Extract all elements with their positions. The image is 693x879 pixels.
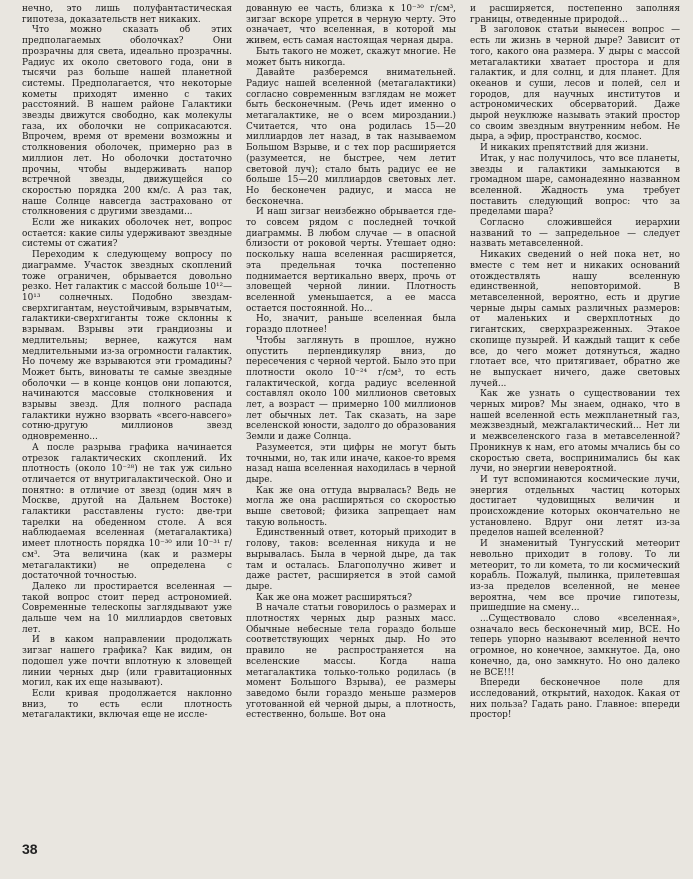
paragraph: нечно, это лишь полуфантастическая гипотеза, доказательств нет никаких.	[22, 4, 232, 25]
column-2	[246, 4, 456, 836]
column-3	[470, 4, 680, 836]
paragraph: Согласно сложившейся иерархии названий то — запредельное — следует назвать метавселенной.	[470, 218, 680, 250]
paragraph: Быть такого не может, скажут многие. Не может быть никогда.	[246, 46, 456, 68]
paragraph: дованную ее часть, близка к 10⁻³⁰ г/см³, зигзаг вскоре упрется в черную черту. Это означает, что вселенная, в которой мы живем, есть самая настоящая черная дыра.	[246, 4, 456, 47]
paragraph: ...Существовало слово «вселенная», означало весь бесконечный мир, ВСЕ. Но теперь упорно называют вселенной нечто огромное, но конечное, замкнутое. Да, оно конечно, да, оно замкнуто. Но оно далеко не ВСЕ!!!	[470, 614, 680, 678]
paragraph: Если кривая продолжается наклонно вниз, то есть если плотность метагалактики, включая еще не иссле-	[22, 689, 232, 721]
paragraph: Никаких сведений о ней пока нет, но вместе с тем нет и никаких оснований отождествлять нашу вселенную единственной, неповторимой. В метавселенной, вероятно, есть и другие черные дыры самых различных размеров: от маленьких и сверхплотных до гигантских, сверхразреженных. Этакое скопище пузырей. И каждый тащит к себе все, до чего может дотянуться, жадно глотает все, что притягивает, обратно же не выпускает ничего, даже световых лучей...	[470, 250, 680, 389]
paragraph: и расширяется, постепенно заполняя границы, отведенные природой...	[470, 4, 680, 25]
paragraph: Как же она может расширяться?	[256, 592, 412, 603]
paragraph: Разумеется, эти цифры не могут быть точными, но, так или иначе, какое-то время назад наша вселенная находилась в черной дыре.	[246, 442, 456, 485]
paragraph: Далеко ли простирается вселенная — такой вопрос стоит перед астрономией. Современные телескопы заглядывают уже дальше чем на 10 миллиардов световых лет.	[22, 581, 232, 635]
paragraph: Итак, у нас получилось, что все планеты, звезды и галактики замыкаются в громадном шаре, самонадеянно названном вселенной. Жадность ума требует поставить следующий вопрос: что за пределами шара?	[470, 153, 680, 218]
paragraph: Как же она оттуда вырвалась? Ведь не могла же она расширяться со скоростью выше световой; физика запрещает нам такую вольность.	[246, 485, 456, 528]
paragraph: Давайте разберемся внимательней. Радиус нашей вселенной (метагалактики) согласно современным взглядам не может быть бесконечным. (Речь идет именно о метагалактике, не о всем мироздании.) Считается, что она родилась 15—20 миллиардов лет назад, в так называемом Большом Взрыве, и с тех пор расширяется (разумеется, не быстрее, чем летит световой луч); стало быть радиус ее не больше 15—20 миллиардов световых лет. Но бесконечен радиус, и масса не бесконечна.	[246, 68, 456, 207]
paragraph: Но, значит, раньше вселенная была гораздо плотнее!	[246, 314, 456, 336]
paragraph: И в каком направлении продолжать зигзаг нашего графика? Как видим, он подошел уже почти вплотную к зловещей линии черных дыр (или гравитационных могил, как их еще называют).	[22, 635, 232, 689]
paragraph: Если же никаких оболочек нет, вопрос остается: какие силы удерживают звездные системы от сжатия?	[22, 218, 232, 250]
paragraph: В заголовок статьи вынесен вопрос — есть ли жизнь в черной дыре? Зависит от того, какого она размера. У дыры с массой метагалактики хватает простора и для галактик, и для солнц, и для планет. Для океанов и суши, лесов и полей, сел и городов, для научных институтов и астрономических обсерваторий. Даже дырой неуклюже называть этакий простор со своим звездным внутренним небом. Не дыра, а эфир, пространство, космос.	[470, 25, 680, 143]
paragraph: И наш зигзаг неизбежно обрывается где-то совсем рядом с последней точкой диаграммы. В любом случае — в опасной близости от роковой черты. Утешает одно: поскольку наша вселенная расширяется, эта предельная точка постепенно поднимается вертикально вверх, прочь от зловещей черной линии. Плотность вселенной уменьшается, а ее масса остается постоянной. Но...	[246, 207, 456, 314]
page-number: 38	[22, 841, 38, 857]
paragraph: И тут вспоминаются космические лучи, энергия отдельных частиц которых достигает чудовищных величин и происхождение которых окончательно не установлено. Вдруг они летят из-за пределов нашей вселенной?	[470, 474, 680, 539]
paragraph: Переходим к следующему вопросу по диаграмме. Участок звездных скоплений тоже ограничен, обрывается довольно резко. Нет галактик с массой больше 10¹²—10¹³ солнечных. Подобно звездам-сверхгигантам, неустойчивым, взрывчатым, галактики-сверхгиганты тоже склонны к взрывам. Взрывы эти грандиозны и медлительны; вернее, кажутся нам медлительными из-за огромности галактик. Но почему же взрываются эти громадины? Может быть, виноваты те самые звездные оболочки — в конце концов они лопаются, начинаются массовые столкновения и взрывы звезд. Для полного распада галактики нужно взорвать «всего-навсего» сотню-другую миллионов звезд одновременно...	[22, 250, 232, 443]
paragraph: Чтобы заглянуть в прошлое, нужно опустить перпендикуляр вниз, до пересечения с черной чертой. Было это при плотности около 10⁻²⁴ г/см³, то есть галактической, когда радиус вселенной составлял около 100 миллионов световых лет, а возраст — примерно 100 миллионов лет обычных лет. Так сказать, на заре вселенской юности, задолго до образования Земли и даже Солнца.	[246, 335, 456, 443]
paragraph: Что можно сказать об этих предполагаемых оболочках? Они прозрачны для света, идеально прозрачны. Радиус их около светового года, они в тысячи раз больше нашей планетной системы. Предполагается, что некоторые кометы приходят именно с таких расстояний. В нашем районе Галактики звезды движутся свободно, как молекулы газа, их оболочки не соприкасаются. Впрочем, время от времени возможны и столкновения оболочек, примерно раз в миллион лет. Но оболочки достаточно прочны, чтобы выдерживать напор встречной звезды, движущейся со скоростью порядка 200 км/с. А раз так, наше Солнце навсегда застраховано от столкновения с другими звездами...	[22, 25, 232, 218]
column-1	[22, 4, 232, 836]
paragraph: И знаменитый Тунгусский метеорит невольно приходит в голову. То ли метеорит, то ли комета, то ли космический корабль. Пожалуй, пылинка, прилетевшая из-за пределов вселенной, не менее вероятна, чем все прочие гипотезы, пришедшие на смену...	[470, 539, 680, 614]
paragraph: Как же узнать о существовании тех черных миров? Мы знаем, однако, что в нашей вселенной есть межпланетный газ, межзвездный, межгалактический... Нет ли и межвселенского газа в метавселенной? Проникнув к нам, его атомы мчались бы со скоростью света, воспринимались бы как лучи, но энергии невероятной.	[470, 389, 680, 475]
paragraph: И никаких препятствий для жизни.	[480, 143, 649, 154]
text-columns	[22, 4, 683, 836]
paragraph: Впереди бесконечное поле для исследований, открытий, находок. Какая от них польза? Гадать рано. Главное: впереди простор!	[470, 678, 680, 721]
paragraph: А после разрыва графика начинается отрезок галактических скоплений. Их плотность (около 10⁻²⁸) не так уж сильно отличается от внутригалактической. Оно и понятно: в отличие от звезд (один мяч в Москве, другой на Дальнем Востоке) галактики расставлены густо: две-три тарелки на обеденном столе. А вся наблюдаемая вселенная (метагалактика) имеет плотность порядка 10⁻³⁰ или 10⁻³¹ г/см³. Эта величина (как и размеры метагалактики) не определена с достаточной точностью.	[22, 442, 232, 582]
paragraph: В начале статьи говорилось о размерах и плотностях черных дыр разных масс. Обычные небесные тела гораздо больше соответствующих черных дыр. Но это правило не распространяется на вселенские массы. Когда наша метагалактика только-только родилась (в момент Большого Взрыва), ее размеры заведомо были гораздо меньше размеров уготованной ей черной дыры, а плотность, естественно, больше. Вот она	[246, 603, 456, 721]
paragraph: Единственный ответ, который приходит в голову, таков: вселенная никуда и не вырывалась. Была в черной дыре, да так там и осталась. Благополучно живет и даже растет, расширяется в этой самой дыре.	[246, 528, 456, 592]
